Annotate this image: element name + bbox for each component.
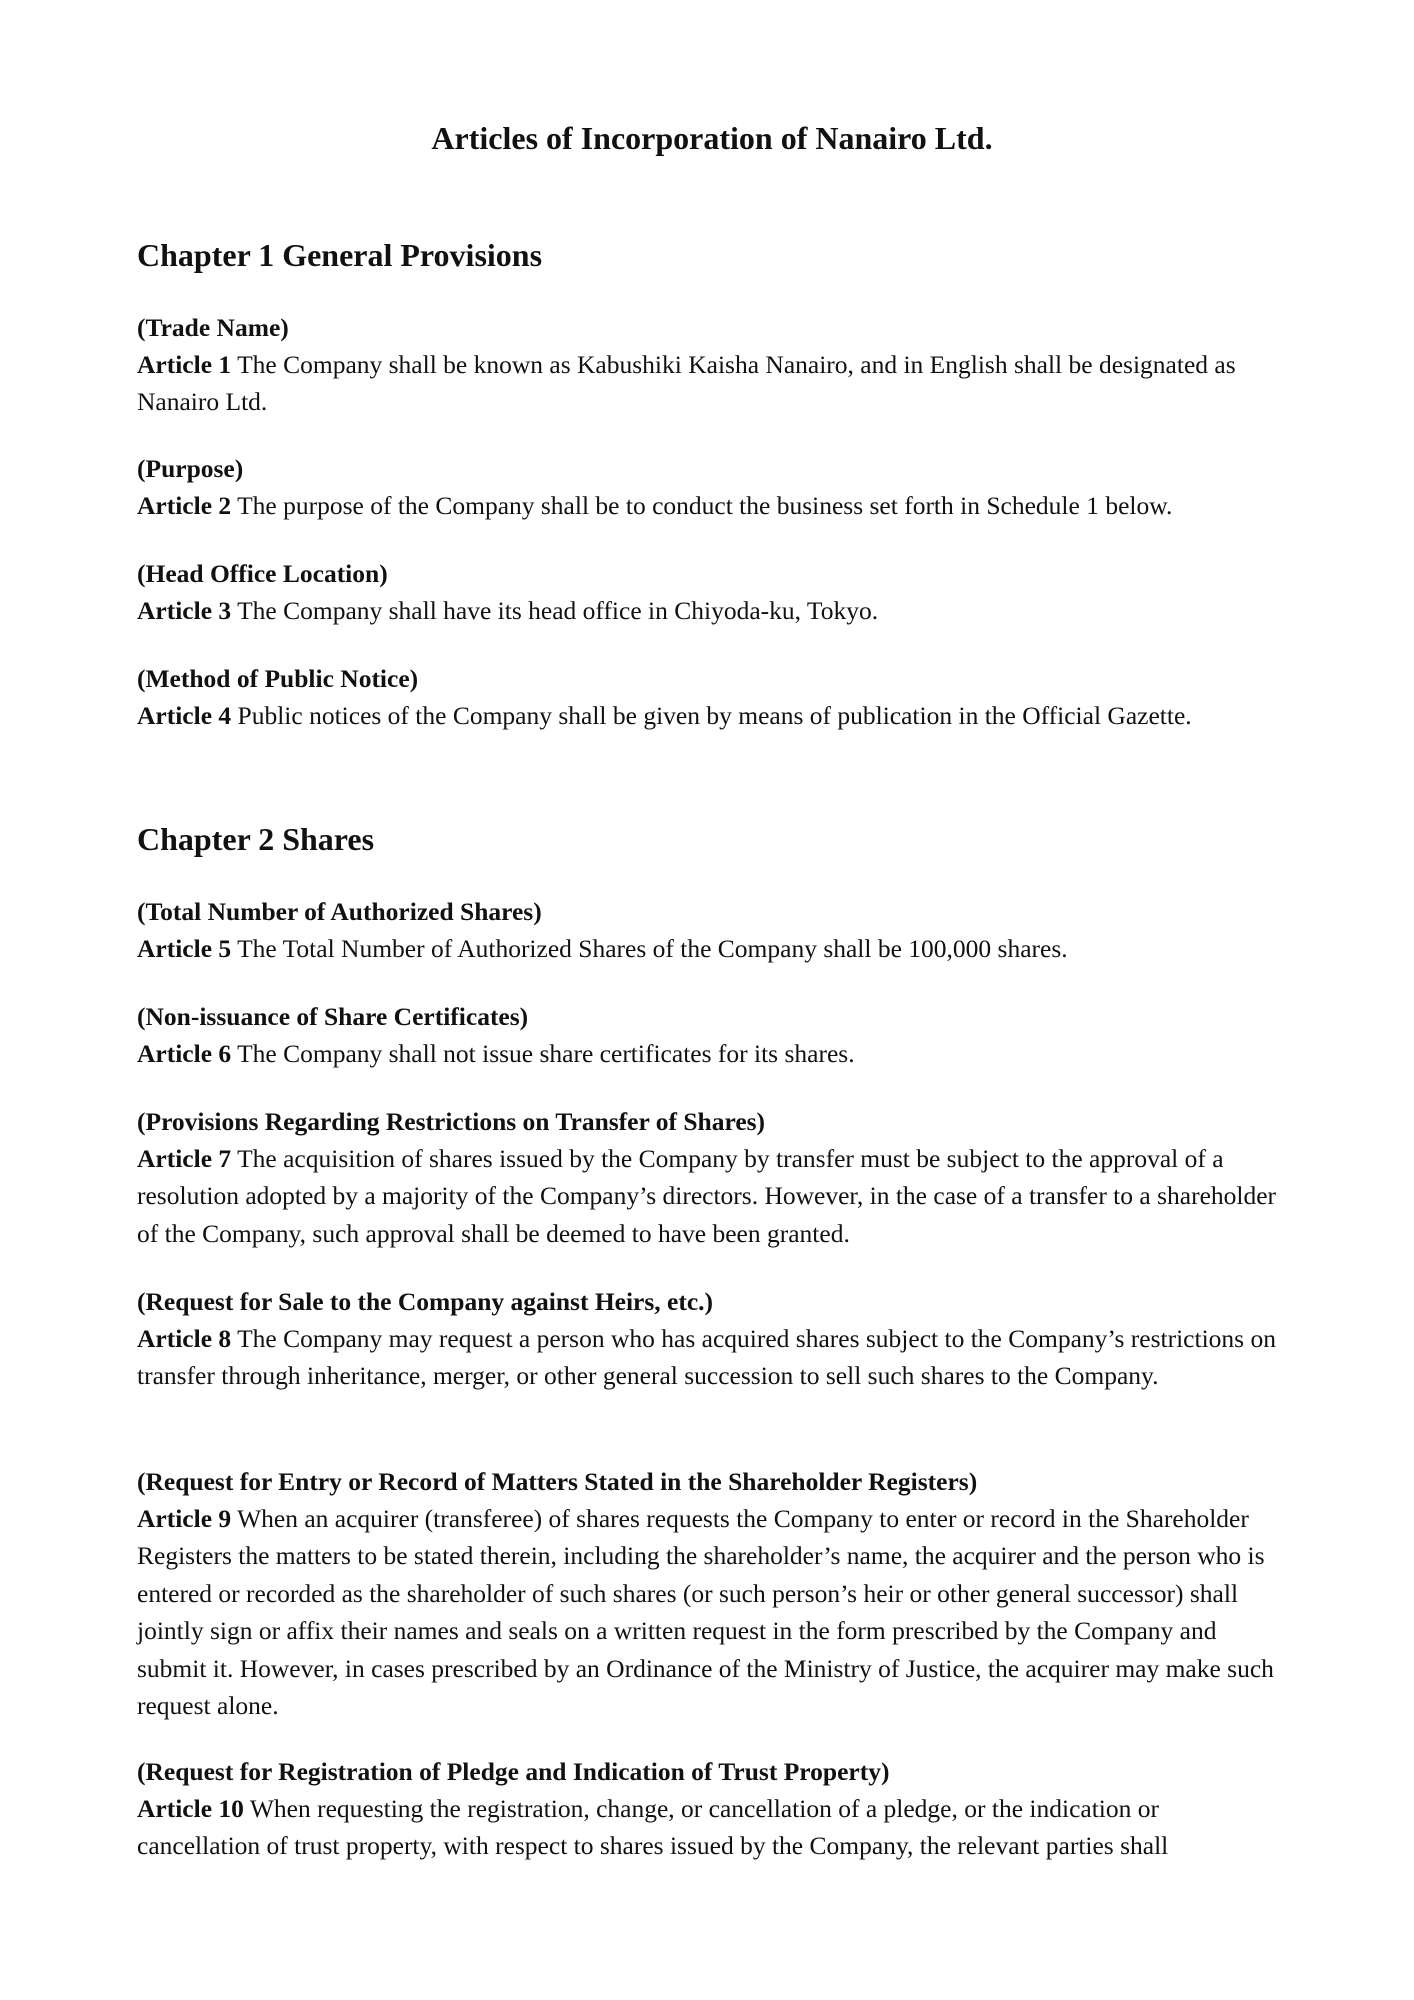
article-number: Article 9 <box>137 1504 232 1533</box>
article-heading: (Provisions Regarding Restrictions on Transfer of Shares) <box>137 1107 766 1136</box>
article-body <box>137 592 1287 629</box>
article-heading: (Trade Name) <box>137 313 289 342</box>
article-text: The purpose of the Company shall be to conduct the business set forth in Schedule 1 below. <box>237 491 1173 520</box>
article-text: The acquisition of shares issued by the Company by transfer must be subject to the approval of a resolution adopted by a majority of the Company’s directors. However, in the case of a transfer to a shareholder of the Company, such approval shall be deemed to have been granted. <box>137 1144 1277 1248</box>
article-text: The Total Number of Authorized Shares of the Company shall be 100,000 shares. <box>237 934 1068 963</box>
article-number: Article 8 <box>137 1324 232 1353</box>
article-text: The Company shall have its head office in Chiyoda-ku, Tokyo. <box>237 596 879 625</box>
article-heading: (Head Office Location) <box>137 559 388 588</box>
article-body <box>137 930 1287 967</box>
article-8 <box>137 1283 1287 1395</box>
article-10 <box>137 1753 1287 1865</box>
article-2 <box>137 450 1287 524</box>
document-title: Articles of Incorporation of Nanairo Ltd. <box>431 120 993 156</box>
article-body <box>137 487 1287 524</box>
article-text: The Company shall not issue share certificates for its shares. <box>237 1039 855 1068</box>
chapter-1-title: Chapter 1 General Provisions <box>137 237 543 273</box>
article-number: Article 1 <box>137 350 232 379</box>
article-text: When requesting the registration, change, or cancellation of a pledge, or the indication or cancellation of trust property, with respect to shares issued by the Company, the relevant parties shall <box>137 1794 1169 1861</box>
article-number: Article 6 <box>137 1039 232 1068</box>
article-body <box>137 346 1287 421</box>
article-text: Public notices of the Company shall be given by means of publication in the Official Gazette. <box>237 701 1192 730</box>
article-heading: (Request for Registration of Pledge and Indication of Trust Property) <box>137 1757 890 1786</box>
article-1 <box>137 309 1287 421</box>
chapter-2-title: Chapter 2 Shares <box>137 821 375 857</box>
article-body <box>137 1140 1287 1252</box>
article-number: Article 10 <box>137 1794 244 1823</box>
article-number: Article 4 <box>137 701 232 730</box>
article-text: The Company shall be known as Kabushiki Kaisha Nanairo, and in English shall be designated as Nanairo Ltd. <box>137 350 1236 417</box>
article-number: Article 3 <box>137 596 232 625</box>
article-body <box>137 1500 1287 1724</box>
article-heading: (Purpose) <box>137 454 244 483</box>
article-number: Article 2 <box>137 491 232 520</box>
article-7 <box>137 1103 1287 1252</box>
article-heading: (Non-issuance of Share Certificates) <box>137 1002 529 1031</box>
article-heading: (Method of Public Notice) <box>137 664 419 693</box>
article-number: Article 5 <box>137 934 232 963</box>
article-body <box>137 1790 1287 1865</box>
article-body <box>137 1035 1287 1072</box>
article-heading: (Request for Entry or Record of Matters Stated in the Shareholder Registers) <box>137 1467 978 1496</box>
article-text: The Company may request a person who has acquired shares subject to the Company’s restrictions on transfer through inheritance, merger, or other general succession to sell such shares to the Company. <box>137 1324 1276 1391</box>
article-4 <box>137 660 1287 734</box>
article-body <box>137 1320 1287 1395</box>
article-5 <box>137 893 1287 967</box>
article-number: Article 7 <box>137 1144 232 1173</box>
article-6 <box>137 998 1287 1072</box>
article-9 <box>137 1463 1287 1724</box>
article-text: When an acquirer (transferee) of shares requests the Company to enter or record in the Shareholder Registers the matters to be stated therein, including the shareholder’s name, the acquirer and the person who is entered or recorded as the shareholder of such shares (or such person’s heir or other general successor) shall jointly sign or affix their names and seals on a written request in the form prescribed by the Company and submit it. However, in cases prescribed by an Ordinance of the Ministry of Justice, the acquirer may make such request alone. <box>137 1504 1274 1721</box>
article-heading: (Request for Sale to the Company against Heirs, etc.) <box>137 1287 714 1316</box>
article-body <box>137 697 1287 734</box>
article-heading: (Total Number of Authorized Shares) <box>137 897 542 926</box>
article-3 <box>137 555 1287 629</box>
